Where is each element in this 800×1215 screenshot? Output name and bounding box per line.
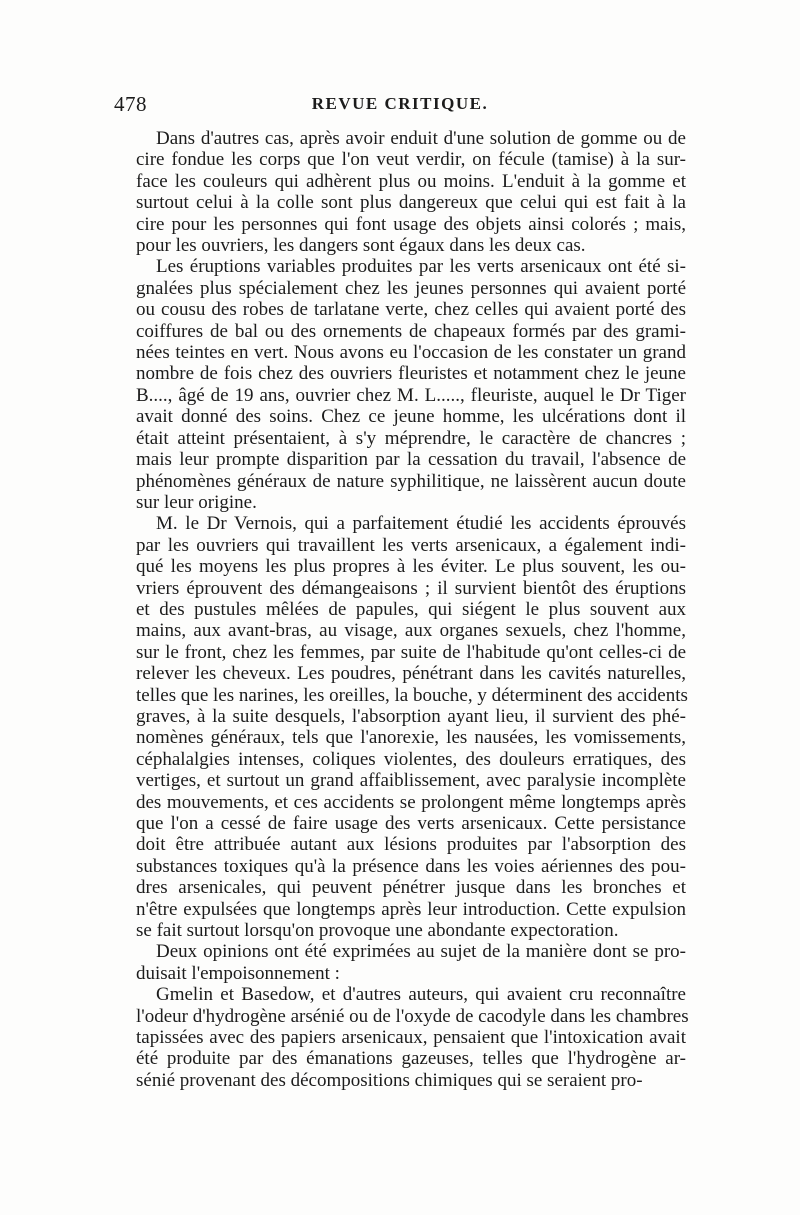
text-line: ou cousu des robes de tarlatane verte, chez celles qui avaient porté des: [136, 299, 686, 321]
text-line: été produite par des émanations gazeuses, telles que l'hydrogène ar-: [136, 1048, 686, 1070]
text-line: mais leur prompte disparition par la cessation du travail, l'absence de: [136, 449, 686, 471]
paragraph: [114, 984, 689, 1091]
text-line: nombre de fois chez des ouvriers fleuristes et notamment chez le jeune: [136, 363, 686, 385]
text-line: cire fondue les corps que l'on veut verdir, on fécule (tamise) à la sur-: [136, 149, 686, 171]
text-line: face les couleurs qui adhèrent plus ou moins. L'enduit à la gomme et: [136, 170, 686, 192]
text-line: par les ouvriers qui travaillent les verts arsenicaux, a également indi-: [136, 534, 686, 556]
text-line: l'odeur d'hydrogène arsénié ou de l'oxyde de cacodyle dans les chambres: [136, 1005, 689, 1027]
body-text: [114, 128, 689, 1091]
text-line: vertiges, et surtout un grand affaiblissement, avec paralysie incomplète: [136, 770, 686, 792]
text-line: Deux opinions ont été exprimées au sujet de la manière dont se pro-: [156, 941, 686, 963]
text-line: des mouvements, et ces accidents se prolongent même longtemps après: [136, 791, 686, 813]
text-line: M. le Dr Vernois, qui a parfaitement étudié les accidents éprouvés: [156, 513, 686, 535]
paragraph: [114, 941, 686, 984]
text-line: Les éruptions variables produites par les verts arsenicaux ont été si-: [156, 256, 686, 278]
text-line: pour les ouvriers, les dangers sont égaux dans les deux cas.: [136, 235, 586, 257]
text-line: sur le front, chez les femmes, par suite de l'habitude qu'ont celles-ci de: [136, 641, 686, 663]
text-line: se fait surtout lorsqu'on provoque une abondante expectoration.: [136, 920, 619, 942]
text-line: phénomènes généraux de nature syphilitique, ne laissèrent aucun doute: [136, 470, 686, 492]
text-line: était atteint présentaient, à s'y méprendre, le caractère de chancres ;: [136, 427, 686, 449]
text-line: vriers éprouvent des démangeaisons ; il survient bientôt des éruptions: [136, 577, 686, 599]
text-line: avait donné des soins. Chez ce jeune homme, les ulcérations dont il: [136, 406, 686, 428]
text-line: qué les moyens les plus propres à les éviter. Le plus souvent, les ou-: [136, 556, 686, 578]
page-number: 478: [114, 92, 147, 116]
text-line: mains, aux avant-bras, au visage, aux organes sexuels, chez l'homme,: [136, 620, 686, 642]
text-line: céphalalgies intenses, coliques violentes, des douleurs erratiques, des: [136, 748, 686, 770]
text-line: cire pour les personnes qui font usage des objets ainsi colorés ; mais,: [136, 213, 686, 235]
text-line: Dans d'autres cas, après avoir enduit d'une solution de gomme ou de: [156, 128, 686, 149]
text-line: graves, à la suite desquels, l'absorption ayant lieu, il survient des phé-: [136, 705, 686, 727]
text-line: n'être expulsées que longtemps après leur introduction. Cette expulsion: [136, 898, 686, 920]
text-line: substances toxiques qu'à la présence dans les voies aériennes des pou-: [136, 855, 686, 877]
paragraph: [114, 256, 686, 513]
text-line: relever les cheveux. Les poudres, pénétrant dans les cavités naturelles,: [136, 663, 686, 685]
text-line: surtout celui à la colle sont plus dangereux que celui qui est fait à la: [136, 192, 686, 214]
text-line: dres arsenicales, qui peuvent pénétrer jusque dans les bronches et: [136, 877, 686, 899]
page-header: [114, 92, 686, 122]
running-head: REVUE CRITIQUE.: [311, 94, 489, 113]
text-line: doit être attribuée autant aux lésions produites par l'absorption des: [136, 834, 686, 856]
text-line: duisait l'empoisonnement :: [136, 962, 340, 984]
text-line: coiffures de bal ou des ornements de chapeaux formés par des grami-: [136, 320, 686, 342]
text-line: nées teintes en vert. Nous avons eu l'occasion de les constater un grand: [136, 342, 686, 364]
text-line: Gmelin et Basedow, et d'autres auteurs, qui avaient cru reconnaître: [156, 984, 686, 1006]
text-line: nomènes généraux, tels que l'anorexie, les nausées, les vomissements,: [136, 727, 686, 749]
text-line: que l'on a cessé de faire usage des verts arsenicaux. Cette persistance: [136, 813, 686, 834]
text-line: gnalées plus spécialement chez les jeunes personnes qui avaient porté: [136, 277, 686, 299]
text-line: B...., âgé de 19 ans, ouvrier chez M. L....., fleuriste, auquel le Dr Tiger: [136, 384, 686, 406]
text-line: et des pustules mêlées de papules, qui siégent le plus souvent aux: [136, 598, 686, 620]
text-line: sénié provenant des décompositions chimiques qui se seraient pro-: [136, 1069, 643, 1091]
paragraph: [114, 128, 686, 256]
text-line: sur leur origine.: [136, 491, 257, 513]
text-line: tapissées avec des papiers arsenicaux, pensaient que l'intoxication avait: [136, 1027, 686, 1049]
paragraph: [114, 513, 686, 941]
text-line: telles que les narines, les oreilles, la bouche, y déterminent des accidents: [136, 684, 688, 706]
